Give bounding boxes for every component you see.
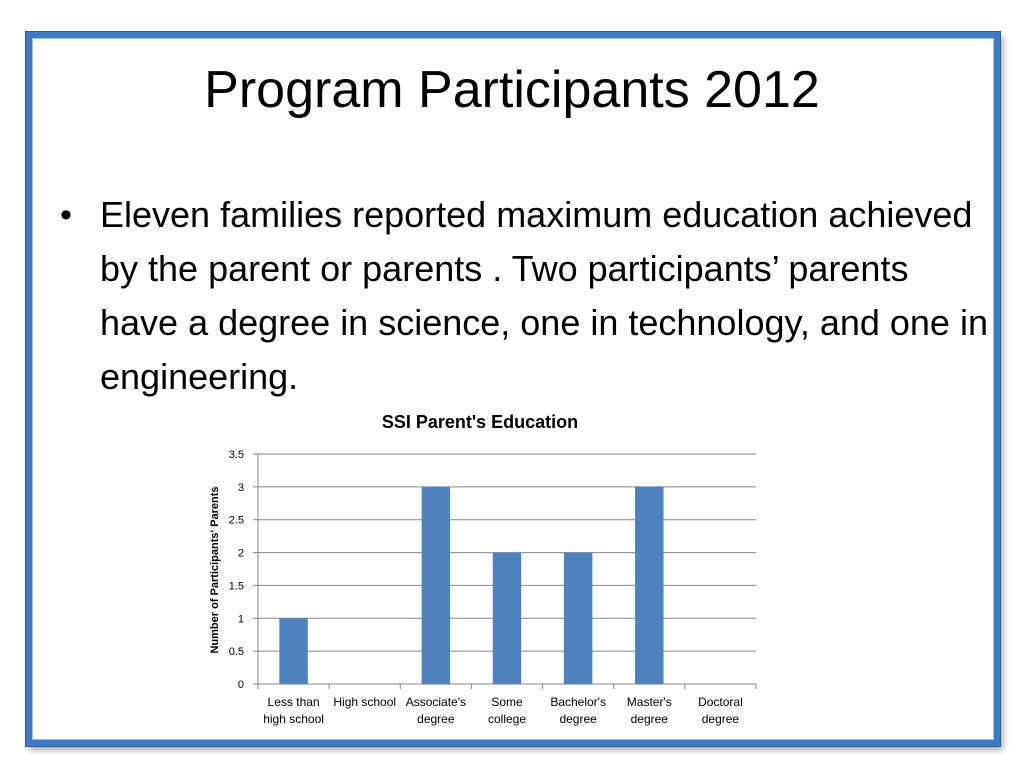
x-tick-label: Associate's — [405, 695, 467, 709]
x-tick-label: Less than — [267, 695, 320, 709]
y-tick-label: 3 — [237, 481, 244, 494]
y-tick-label: 0.5 — [228, 646, 244, 659]
x-tick-label: High school — [333, 695, 397, 709]
x-tick-label: Some — [491, 695, 523, 709]
bar — [635, 487, 663, 684]
x-tick-label: degree — [630, 712, 668, 726]
x-tick-labels — [263, 695, 743, 726]
y-tick-label: 2 — [237, 547, 244, 560]
y-tick-label: 3.5 — [228, 449, 244, 461]
slide-title: Program Participants 2012 — [204, 61, 820, 119]
bar — [279, 618, 307, 684]
chart-title: SSI Parent's Education — [381, 412, 579, 432]
bullet-dot-icon: • — [60, 196, 72, 234]
y-tick-label: 1 — [237, 613, 244, 626]
x-tick-label: degree — [559, 712, 597, 726]
bullet-text: Eleven families reported maximum education achieved by the parent or parents . Two participants’ parents have a degree in science, one in technology, and one in engineering. — [100, 194, 988, 397]
x-tick-label: Doctoral — [698, 695, 743, 709]
x-tick-label: degree — [417, 712, 455, 726]
bar — [422, 487, 450, 684]
x-tick-label: Master's — [626, 695, 672, 709]
x-tick-label: college — [487, 712, 527, 726]
x-tick-label: high school — [263, 712, 324, 726]
bar — [564, 553, 592, 684]
y-tick-label: 1.5 — [228, 580, 244, 593]
bar — [493, 553, 521, 684]
y-tick-label: 0 — [237, 679, 244, 691]
y-tick-label: 2.5 — [228, 514, 244, 527]
x-tick-label: degree — [701, 712, 740, 726]
x-tick-label: Bachelor's — [550, 695, 606, 709]
y-tick-labels — [229, 449, 244, 691]
y-axis-label: Number of Participants' Parents — [209, 486, 221, 654]
